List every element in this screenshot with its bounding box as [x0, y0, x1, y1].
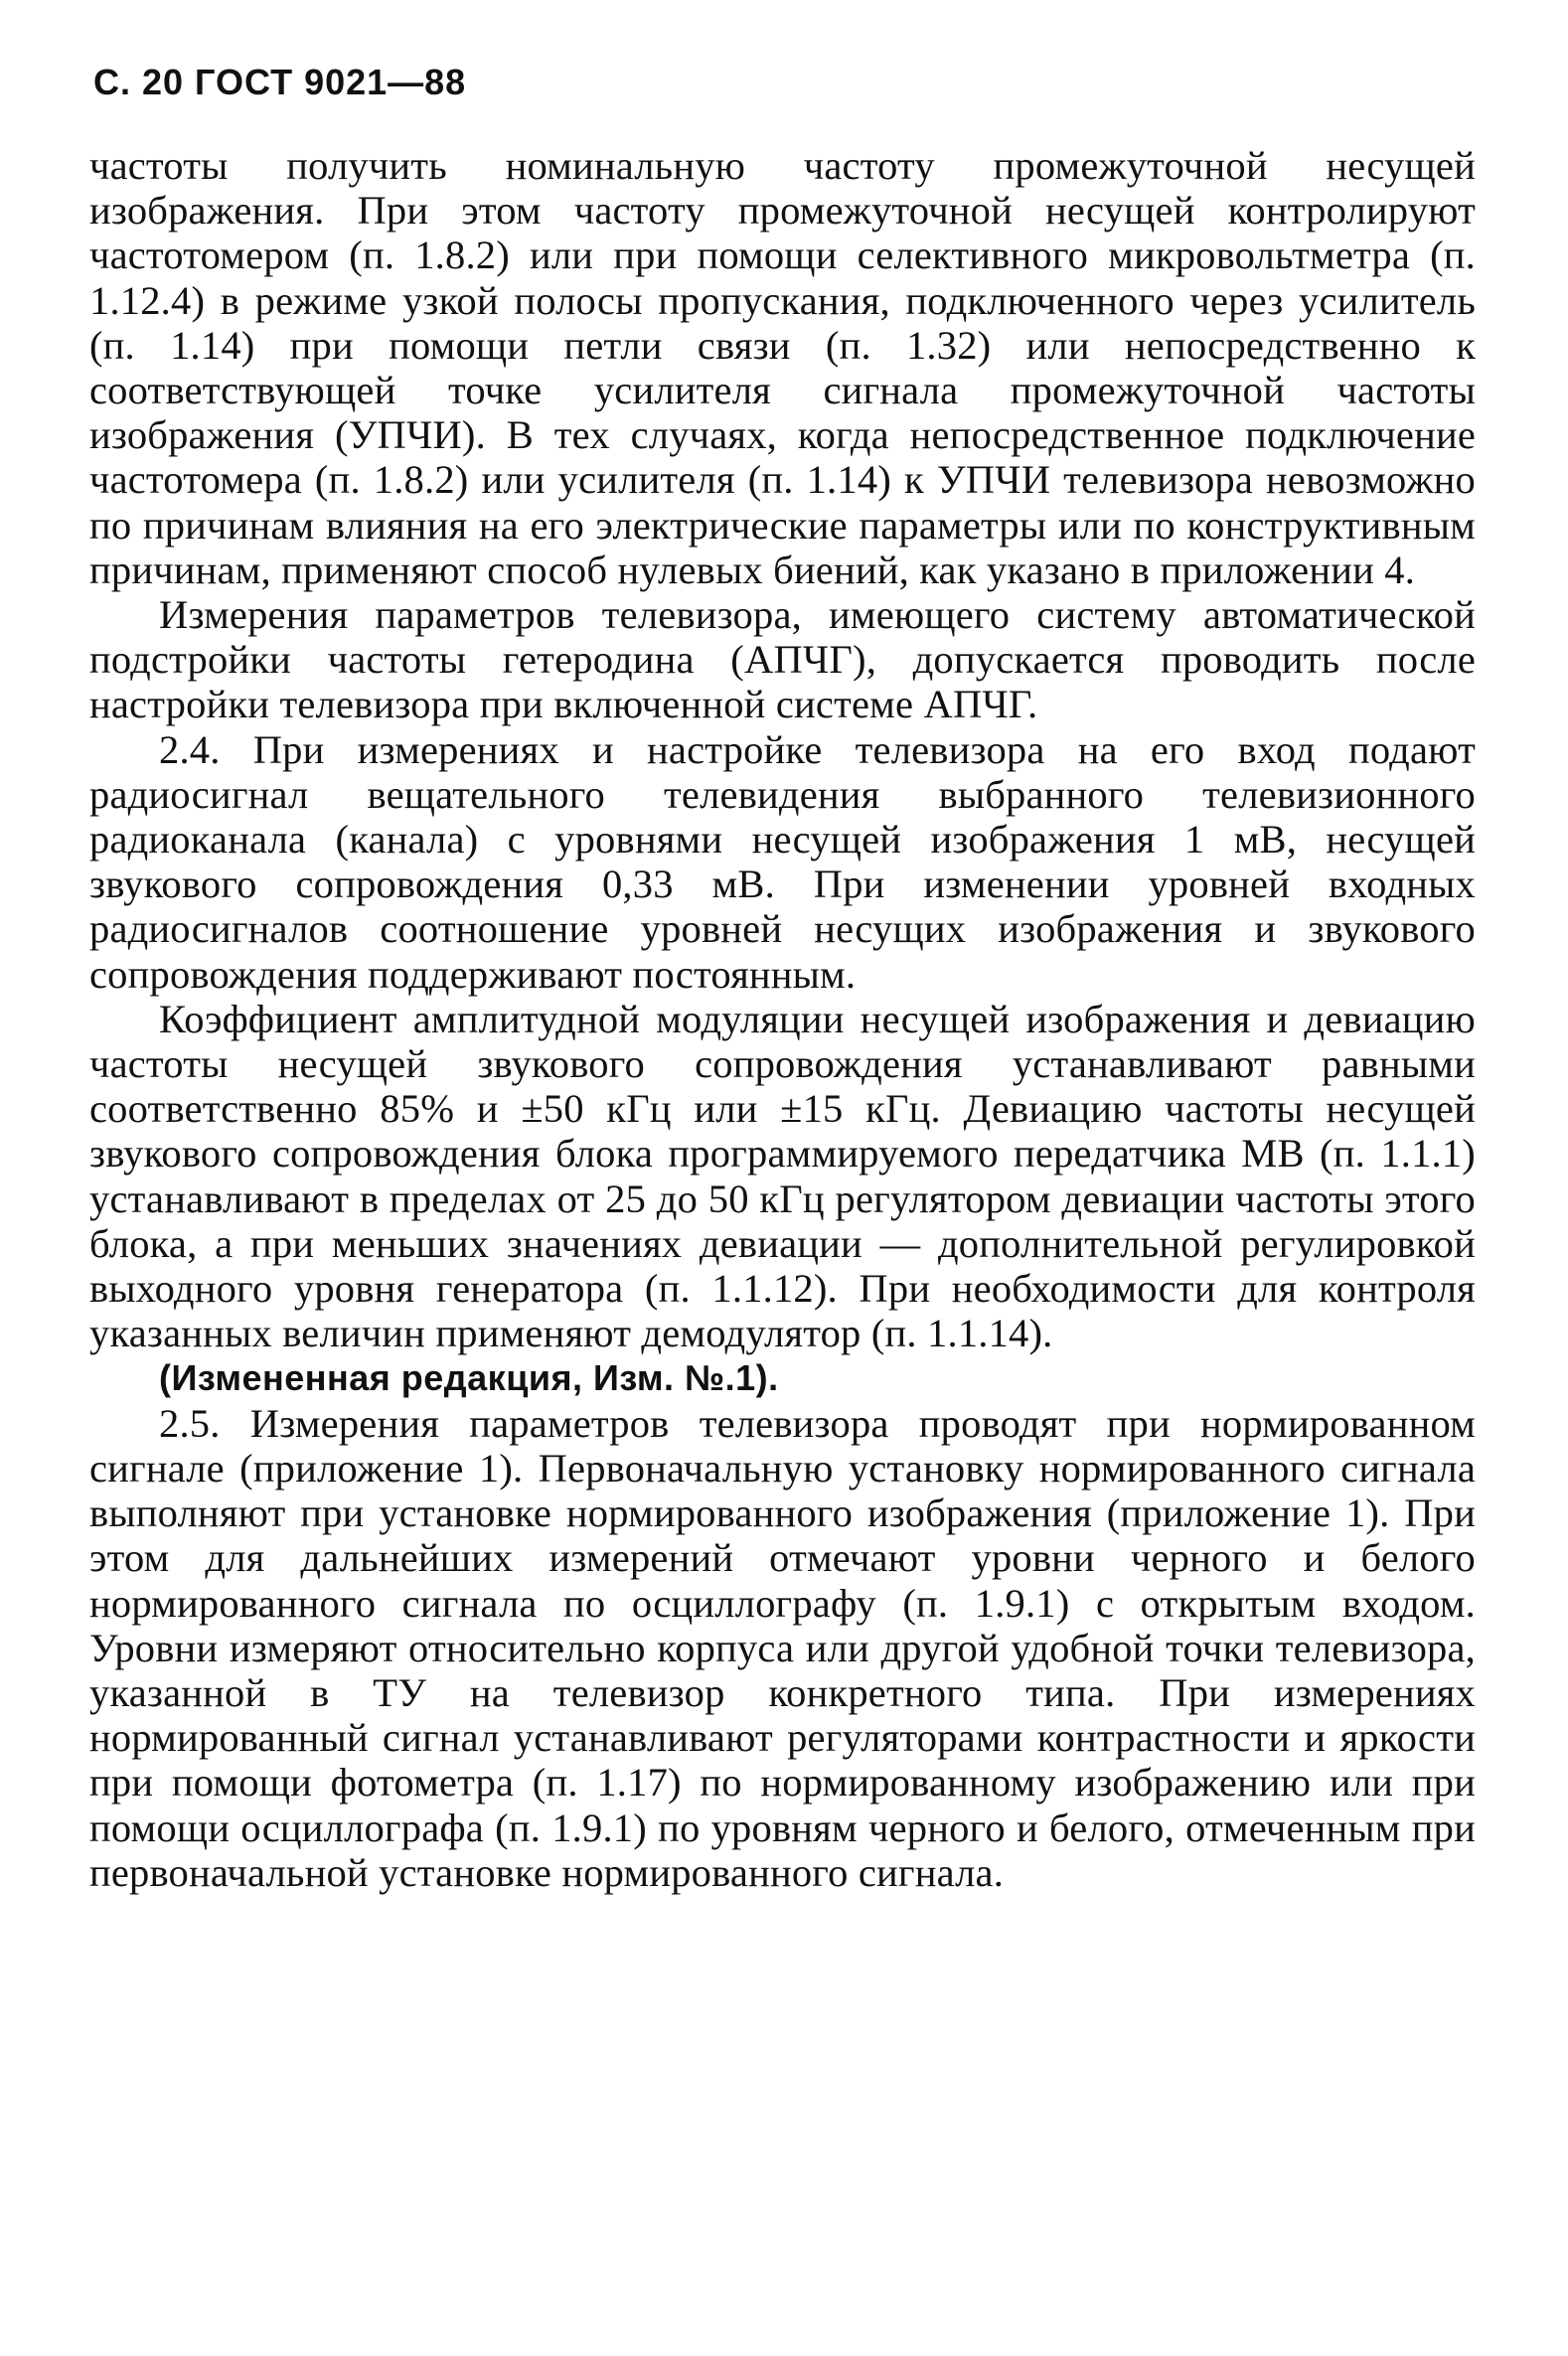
document-page — [89, 62, 1476, 1895]
revision-note: (Измененная редакция, Изм. №.1). — [159, 1357, 779, 1399]
paragraph-continuation: частоты получить номинальную частоту промежуточной несущей изображения. При этом частоту промежуточной несущей контролируют частотомером (п. 1.8.2) или при помощи селективного микровольтметра (п. 1.12.4) в режиме узкой полосы пропускания, подключенного через усилитель (п. 1.14) при помощи петли связи (п. 1.32) или непосредственно к соответствующей точке усилителя сигнала промежуточной частоты изображения (УПЧИ). В тех случаях, когда непосредственное подключение частотомера (п. 1.8.2) или усилителя (п. 1.14) к УПЧИ телевизора невозможно по причинам влияния на его электрические параметры или по конструктивным причинам, применяют способ нулевых биений, как указано в приложении 4. — [89, 143, 1476, 592]
paragraph-modulation-coefficient: Коэффициент амплитудной модуляции несущей изображения и девиацию частоты несущей звукового сопровождения устанавливают равными соответственно 85% и ±50 кГц или ±15 кГц. Девиацию частоты несущей звукового сопровождения блока программируемого передатчика МВ (п. 1.1.1) устанавливают в пределах от 25 до 50 кГц регулятором девиации частоты этого блока, а при меньших значениях девиации — дополнительной регулировкой выходного уровня генератора (п. 1.1.12). При необходимости для контроля указанных величин применяют демодулятор (п. 1.1.14). — [89, 996, 1476, 1356]
paragraph-afc-measurement: Измерения параметров телевизора, имеющего систему автоматической подстройки частоты гетеродина (АПЧГ), допускается проводить после настройки телевизора при включенной системе АПЧГ. — [89, 592, 1476, 727]
paragraph-section-2-5: 2.5. Измерения параметров телевизора проводят при нормированном сигнале (приложение 1). Первоначальную установку нормированного сигнала выполняют при установке нормированного изображения (приложение 1). При этом для дальнейших измерений отмечают уровни черного и белого нормированного сигнала по осциллографу (п. 1.9.1) с открытым входом. Уровни измеряют относительно корпуса или другой удобной точки телевизора, указанной в ТУ на телевизор конкретного типа. При измерениях нормированный сигнал устанавливают регуляторами контрастности и яркости при помощи фотометра (п. 1.17) по нормированному изображению или при помощи осциллографа (п. 1.9.1) по уровням черного и белого, отмеченным при первоначальной установке нормированного сигнала. — [89, 1400, 1476, 1895]
document-body — [89, 143, 1476, 1895]
paragraph-section-2-4: 2.4. При измерениях и настройке телевизора на его вход подают радиосигнал вещательного телевидения выбранного телевизионного радиоканала (канала) с уровнями несущей изображения 1 мВ, несущей звукового сопровождения 0,33 мВ. При изменении уровней входных радиосигналов соотношение уровней несущих изображения и звукового сопровождения поддерживают постоянным. — [89, 726, 1476, 997]
running-head: С. 20 ГОСТ 9021—88 — [93, 62, 467, 102]
